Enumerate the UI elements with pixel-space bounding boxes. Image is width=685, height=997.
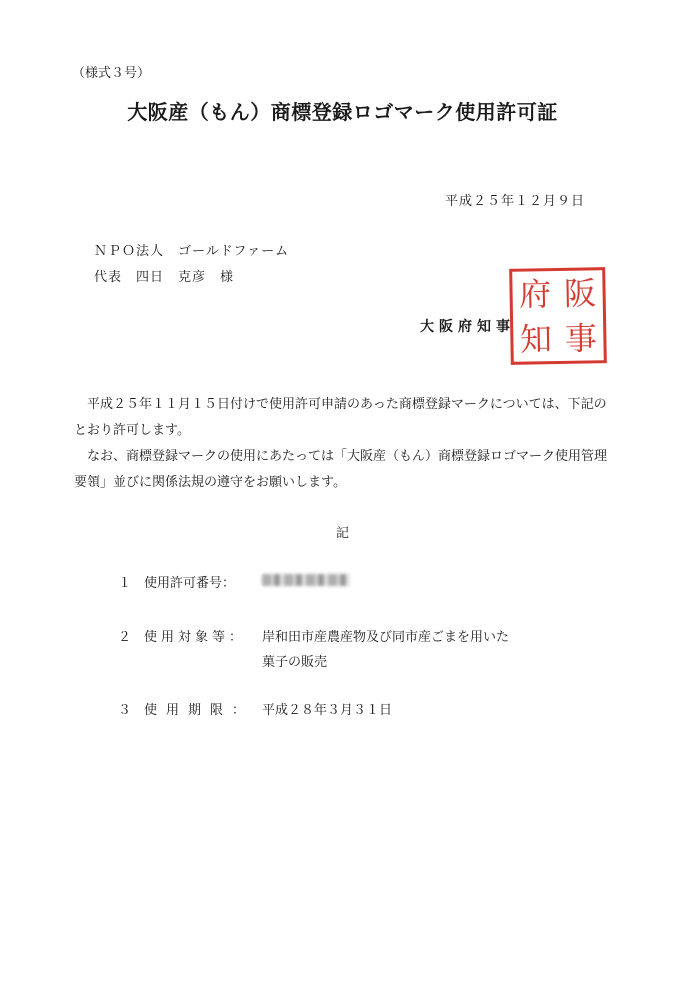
seal-char: 府 <box>518 274 552 314</box>
item-number: ２ <box>118 630 132 645</box>
body-text <box>74 392 614 496</box>
form-number: （様式３号） <box>72 66 151 81</box>
item-number: ３ <box>118 703 132 718</box>
item-number: １ <box>118 576 132 591</box>
seal-char: 事 <box>564 318 598 358</box>
official-seal-stamp <box>509 267 607 365</box>
item-label-target: 使用対象等： <box>144 630 247 645</box>
seal-char: 知 <box>519 319 553 359</box>
body-paragraph: なお、商標登録マークの使用にあたっては「大阪産（もん）商標登録ロゴマーク使用管理要領」並びに関係法規の遵守をお願いします。 <box>74 449 608 490</box>
item-label-permit-number: 使用許可番号： <box>144 576 236 591</box>
issuer-name: 大阪府知事 <box>420 319 515 335</box>
seal-char: 阪 <box>563 273 597 313</box>
recipient-organization: ＮＰＯ法人 ゴールドファーム <box>94 244 290 259</box>
ki-heading: 記 <box>335 526 349 541</box>
item-label-expiry: 使用期限： <box>144 703 255 718</box>
item-value-target: 岸和田市産農産物及び同市産ごまを用いた <box>262 630 510 645</box>
document-title: 大阪産（もん）商標登録ロゴマーク使用許可証 <box>127 100 558 124</box>
issue-date: 平成２５年１２月９日 <box>444 194 585 209</box>
redaction-blur <box>262 574 350 586</box>
item-value-target-line2: 菓子の販売 <box>262 655 328 670</box>
body-paragraph: 平成２５年１１月１５日付けで使用許可申請のあった商標登録マークについては、下記のとおり許可します。 <box>74 397 607 438</box>
item-value-expiry: 平成２８年３月３１日 <box>262 703 393 718</box>
recipient-representative: 代表 四日 克彦 様 <box>94 270 235 285</box>
permit-number-redacted <box>262 572 350 587</box>
